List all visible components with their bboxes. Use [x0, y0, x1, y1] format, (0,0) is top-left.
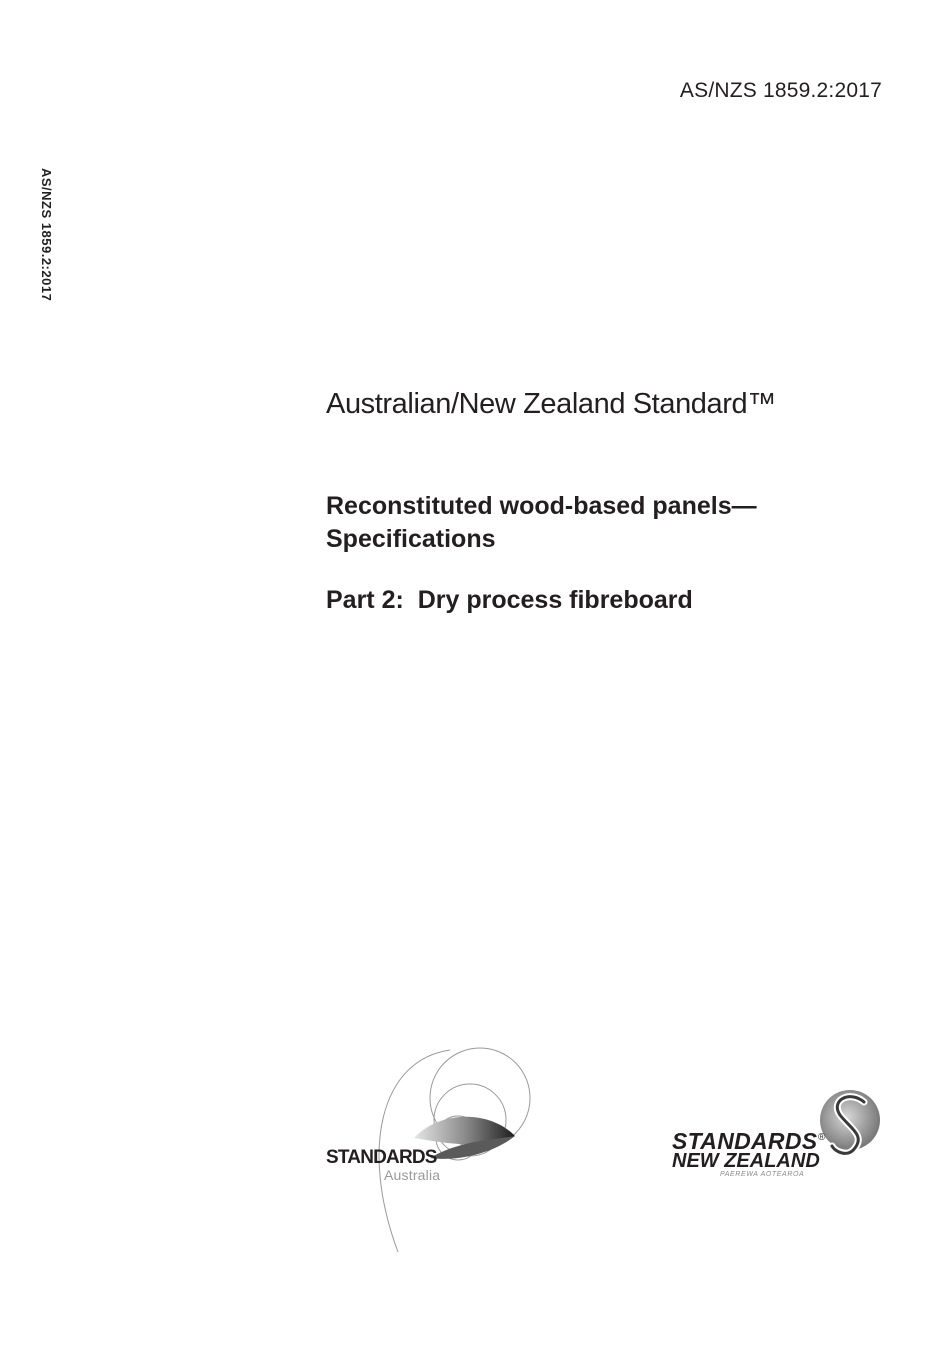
part-title: Part 2: Dry process fibreboard [326, 586, 693, 614]
standards-australia-wordmark: STANDARDS [326, 1147, 437, 1168]
document-number-header: AS/NZS 1859.2:2017 [679, 79, 882, 102]
standards-australia-logo [310, 1040, 540, 1260]
document-title-line-1: Reconstituted wood-based panels— [326, 492, 757, 520]
registered-mark: ® [818, 1132, 826, 1143]
document-title-line-2: Specifications [326, 525, 496, 553]
standard-series-title: Australian/New Zealand Standard™ [326, 388, 776, 420]
standards-nz-country: NEW ZEALAND [672, 1150, 820, 1172]
standards-new-zealand-logo [660, 1080, 890, 1190]
document-title [326, 490, 757, 556]
standards-nz-maori-subtitle: PAEREWA AOTEAROA [720, 1171, 805, 1178]
standards-australia-subtitle: Australia [384, 1167, 441, 1183]
spine-document-number: AS/NZS 1859.2:2017 [39, 168, 54, 302]
standards-nz-wordmark: STANDARDS [672, 1128, 818, 1154]
